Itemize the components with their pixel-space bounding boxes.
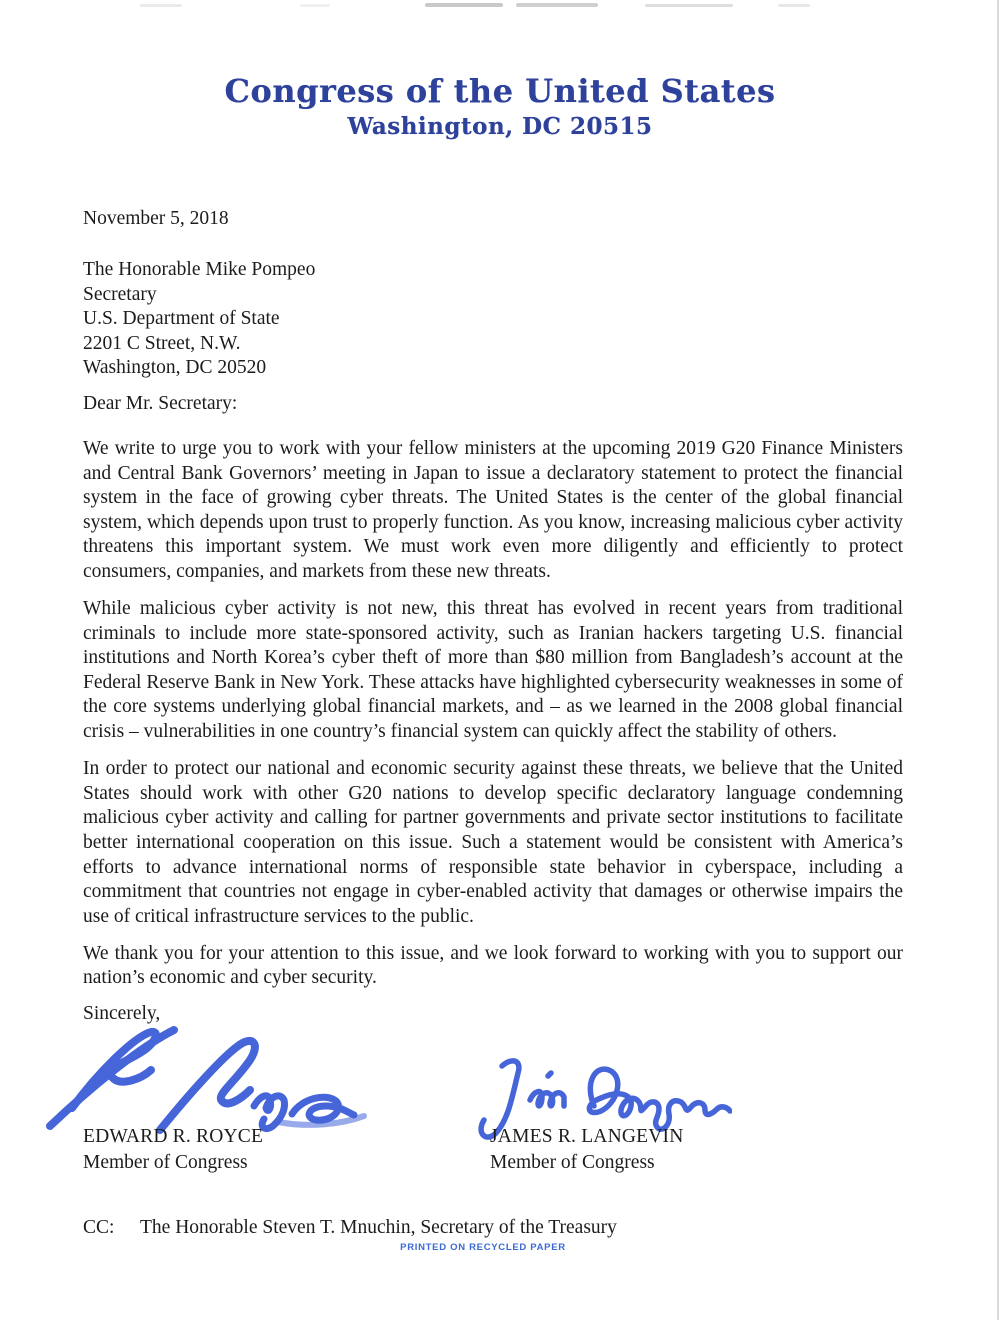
cc-text: The Honorable Steven T. Mnuchin, Secretary of the Treasury [140, 1217, 617, 1238]
closing: Sincerely, [83, 1003, 161, 1024]
letterhead-subtitle: Washington, DC 20515 [347, 113, 653, 140]
paragraph: We write to urge you to work with your fellow ministers at the upcoming 2019 G20 Finance Ministers and Central Bank Governors’ meeting in Japan to issue a declaratory statement to protect the financial system in the face of growing cyber threats. The United States is the center of the global financial system, which depends upon trust to properly function. As you know, increasing malicious cyber activity threatens this important system. We must work even more diligently and efficiently to protect consumers, companies, and markets from these new threats. [83, 438, 903, 582]
recipient-line: U.S. Department of State [83, 308, 280, 330]
scan-artifact [645, 4, 733, 7]
scan-artifact [300, 4, 330, 7]
recipient-line: Secretary [83, 283, 157, 305]
signer-name: JAMES R. LANGEVIN [490, 1126, 684, 1147]
paragraph: In order to protect our national and economic security against these threats, we believe that the United States should work with other G20 nations to develop specific declaratory language condemning malicious cyber activity and calling for partner governments and private sector institutions to facilitate better international cooperation on this issue. Such a statement would be consistent with America’s efforts to advance international norms of responsible state behavior in cyberspace, including a commitment that countries not engage in cyber-enabled activity that damages or otherwise impairs the use of critical infrastructure services to the public. [83, 758, 903, 927]
salutation: Dear Mr. Secretary: [83, 393, 238, 414]
scan-edge-line [997, 0, 999, 1320]
recipient-line: The Honorable Mike Pompeo [83, 259, 316, 280]
paragraph: We thank you for your attention to this issue, and we look forward to working with you to support our nation’s economic and cyber security. [83, 942, 903, 989]
scan-artifact [516, 3, 598, 7]
letter-body [83, 437, 903, 991]
signer-name: EDWARD R. ROYCE [83, 1126, 264, 1147]
paragraph: While malicious cyber activity is not new, this threat has evolved in recent years from traditional criminals to include more state-sponsored activity, such as Iranian hackers targeting U.S. financial institutions and North Korea’s cyber theft of more than $80 million from Bangladesh’s account at the Federal Reserve Bank in New York. These attacks have highlighted cybersecurity weaknesses in some of the core systems underlying global financial markets, and – as we learned in the 2008 global financial crisis – vulnerabilities in one country’s financial system can quickly affect the stability of others. [83, 598, 903, 743]
recycled-paper-notice: PRINTED ON RECYCLED PAPER [400, 1242, 566, 1253]
letter-date: November 5, 2018 [83, 208, 229, 229]
scan-artifact [140, 4, 182, 7]
signer-title: Member of Congress [490, 1151, 655, 1173]
signer-block-royce [83, 1124, 263, 1175]
royce-signature-icon [42, 1020, 367, 1135]
recipient-line: 2201 C Street, N.W. [83, 332, 241, 354]
recipient-address-block [83, 258, 315, 381]
cc-label: CC: [83, 1217, 115, 1238]
scan-artifact [778, 4, 810, 7]
scan-artifact [425, 3, 503, 7]
signer-block-langevin [490, 1124, 684, 1175]
letterhead-title: Congress of the United States [224, 72, 776, 110]
recipient-line: Washington, DC 20520 [83, 357, 267, 379]
letterhead [0, 72, 1000, 140]
signer-title: Member of Congress [83, 1151, 248, 1173]
cc-line [83, 1217, 617, 1239]
